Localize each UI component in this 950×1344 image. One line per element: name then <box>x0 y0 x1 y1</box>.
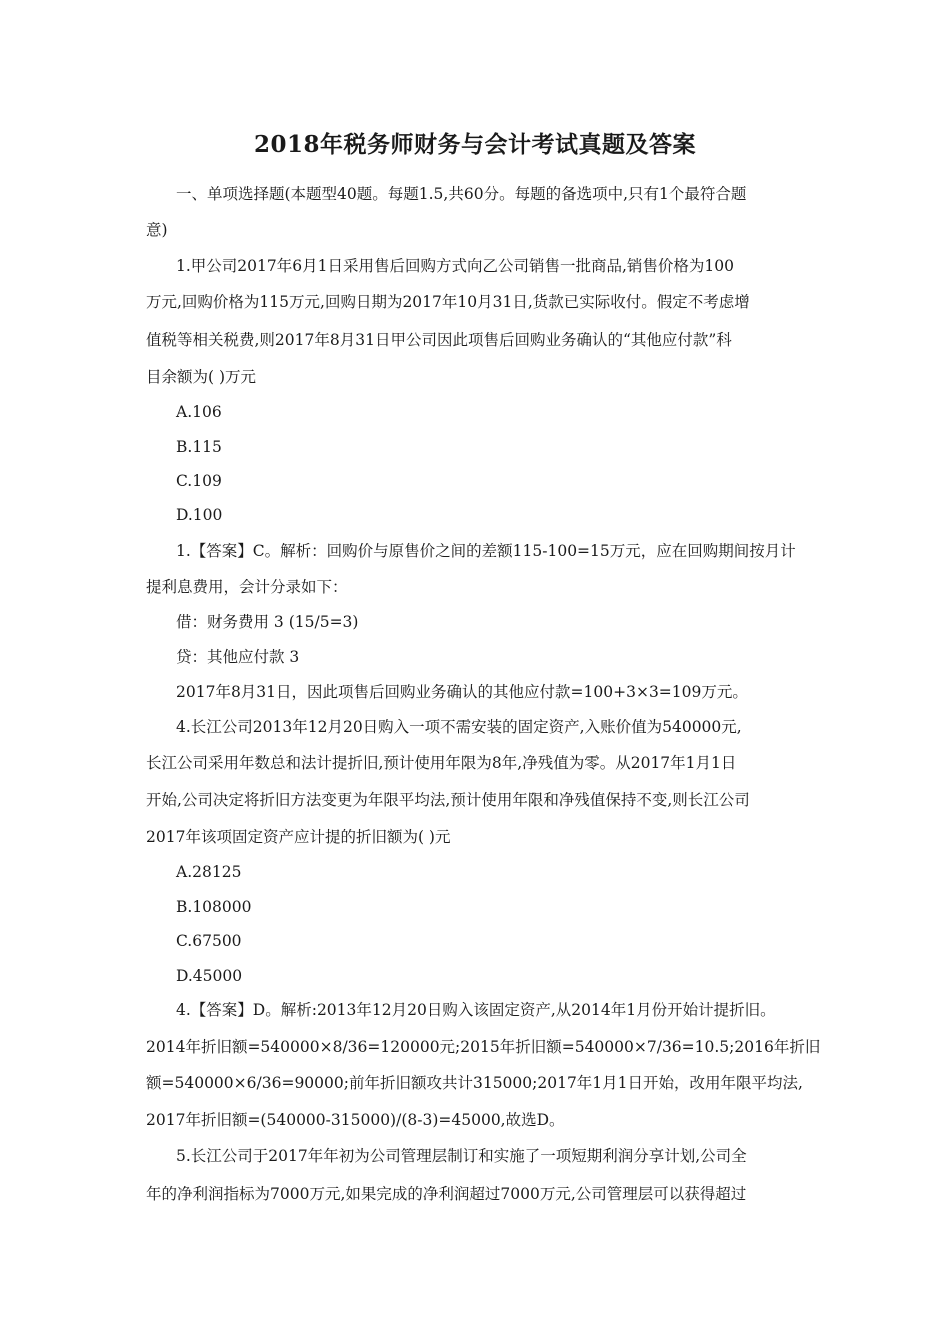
question-stem-line: 目余额为( )万元 <box>146 368 257 386</box>
option-b: B.115 <box>176 438 222 456</box>
question-stem-line: 值税等相关税费,则2017年8月31日甲公司因此项售后回购业务确认的“其他应付款”科 <box>146 331 732 349</box>
section-heading-line: 一、单项选择题(本题型40题。每题1.5,共60分。每题的备选项中,只有1个最符合题 <box>176 185 747 203</box>
question-stem-line: 年的净利润指标为7000万元,如果完成的净利润超过7000万元,公司管理层可以获得超过 <box>146 1185 747 1203</box>
option-c: C.109 <box>176 472 222 490</box>
question-stem-line: 2017年该项固定资产应计提的折旧额为( )元 <box>146 828 451 846</box>
option-d: D.100 <box>176 506 223 524</box>
answer-line: 2017年8月31日，因此项售后回购业务确认的其他应付款=100+3×3=109万元。 <box>176 683 748 701</box>
answer-line: 额=540000×6/36=90000;前年折旧额攻共计315000;2017年1月1日开始，改用年限平均法, <box>146 1074 803 1092</box>
option-d: D.45000 <box>176 967 243 985</box>
answer-line: 贷：其他应付款 3 <box>176 648 300 666</box>
question-stem-line: 4.长江公司2013年12月20日购入一项不需安装的固定资产,入账价值为540000元, <box>176 718 742 736</box>
document-title: 2018年税务师财务与会计考试真题及答案 <box>253 131 696 158</box>
answer-line: 4.【答案】D。解析:2013年12月20日购入该固定资产,从2014年1月份开始计提折旧。 <box>176 1001 776 1019</box>
answer-line: 2017年折旧额=(540000-315000)/(8-3)=45000,故选D。 <box>146 1111 565 1129</box>
option-a: A.28125 <box>176 863 242 881</box>
question-stem-line: 万元,回购价格为115万元,回购日期为2017年10月31日,货款已实际收付。假定不考虑增 <box>146 293 750 311</box>
answer-line: 提利息费用，会计分录如下： <box>146 578 348 596</box>
question-stem-line: 1.甲公司2017年6月1日采用售后回购方式向乙公司销售一批商品,销售价格为100 <box>176 257 734 275</box>
option-c: C.67500 <box>176 932 242 950</box>
option-b: B.108000 <box>176 898 252 916</box>
question-stem-line: 长江公司采用年数总和法计提折旧,预计使用年限为8年,净残值为零。从2017年1月1日 <box>146 754 737 772</box>
question-stem-line: 5.长江公司于2017年年初为公司管理层制订和实施了一项短期利润分享计划,公司全 <box>176 1147 747 1165</box>
answer-line: 2014年折旧额=540000×8/36=120000元;2015年折旧额=540000×7/36=10.5;2016年折旧 <box>146 1038 821 1056</box>
question-stem-line: 开始,公司决定将折旧方法变更为年限平均法,预计使用年限和净残值保持不变,则长江公司 <box>146 791 750 809</box>
section-heading-line: 意) <box>146 221 168 239</box>
answer-line: 借：财务费用 3 (15/5=3) <box>176 613 359 631</box>
option-a: A.106 <box>176 403 222 421</box>
answer-line: 1.【答案】C。解析：回购价与原售价之间的差额115-100=15万元，应在回购期间按月计 <box>176 542 796 560</box>
